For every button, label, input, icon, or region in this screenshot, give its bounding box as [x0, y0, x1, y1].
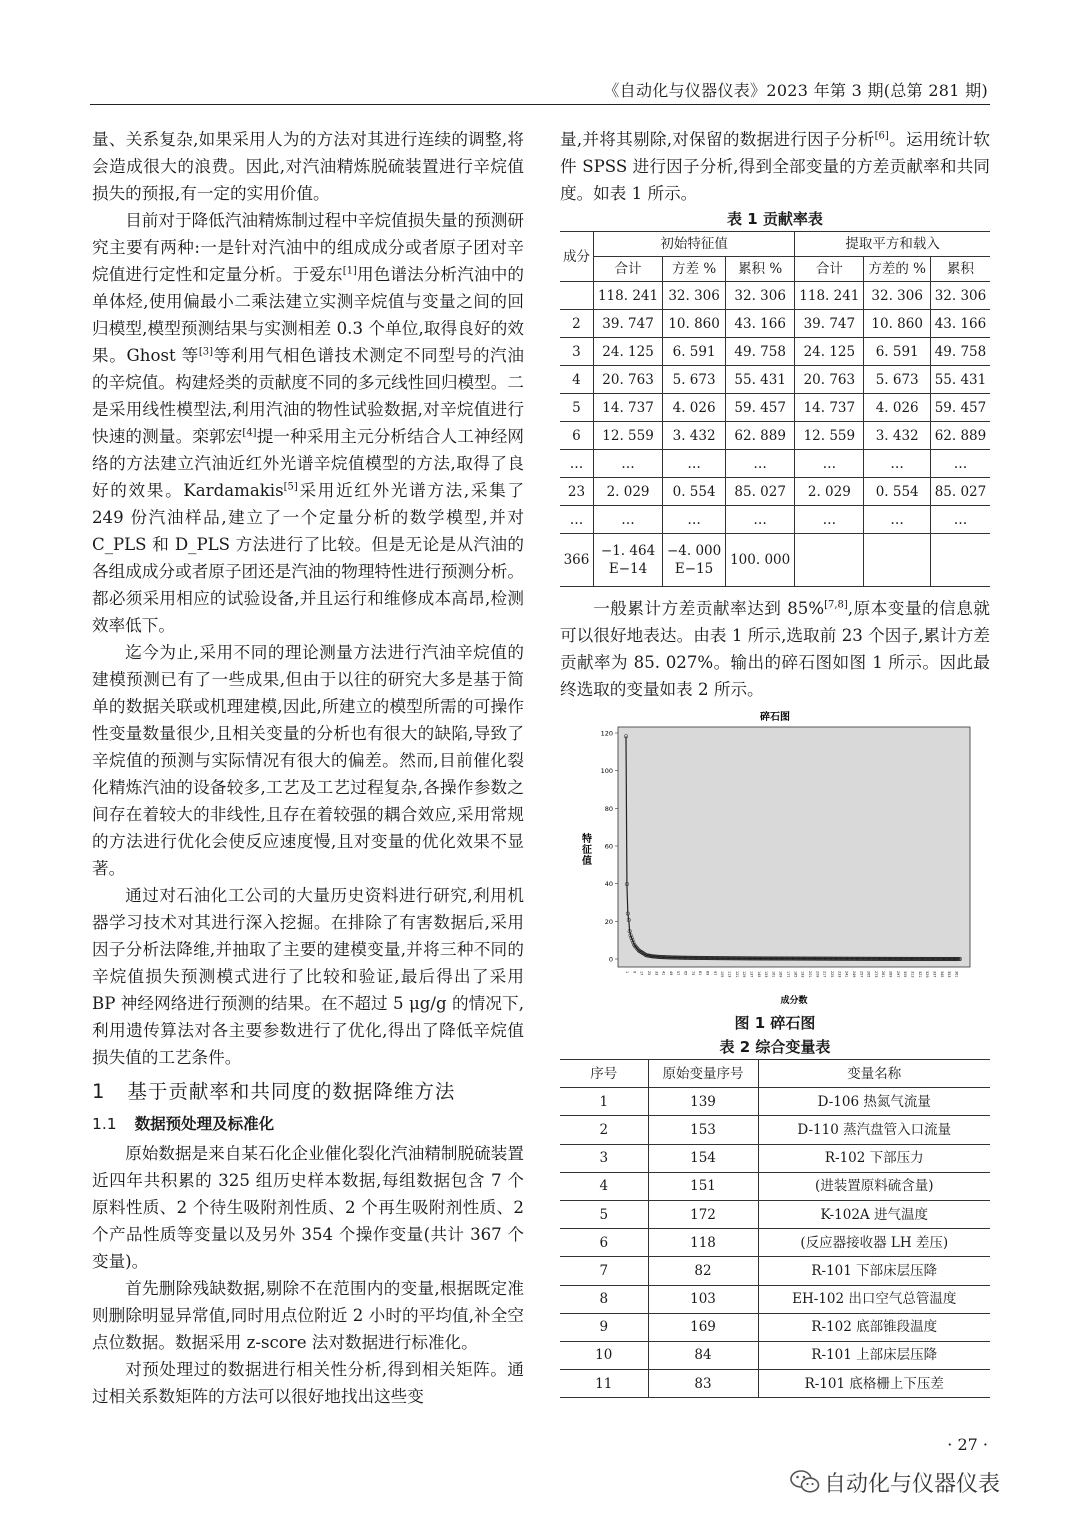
table-cell: 9 — [560, 1313, 648, 1341]
table-cell: 55. 431 — [726, 366, 795, 394]
table-row — [560, 338, 990, 366]
table-row — [560, 1200, 990, 1228]
table-row — [560, 1088, 990, 1116]
table-cell: 6. 591 — [864, 338, 931, 366]
table-cell: 2. 029 — [795, 478, 864, 506]
table-cell: 3. 432 — [663, 422, 726, 450]
figure1-caption: 图 1 碎石图 — [734, 1014, 816, 1032]
table-cell: 14. 737 — [593, 394, 662, 422]
table-cell: … — [560, 450, 593, 478]
y-axis-label: 特征值 — [582, 834, 592, 867]
table-cell: … — [930, 450, 990, 478]
x-tick-label: 161 — [771, 971, 776, 978]
table-cell: 2. 029 — [593, 478, 662, 506]
table-cell: 118 — [648, 1229, 758, 1257]
table-cell: 100. 000 — [726, 534, 795, 587]
table-cell: 2 — [560, 310, 593, 338]
header-component: 成分 — [560, 232, 593, 282]
table-row — [560, 1144, 990, 1172]
table-cell: 62. 889 — [930, 422, 990, 450]
x-tick-label: 233 — [837, 971, 842, 978]
citation: [1] — [342, 265, 357, 277]
table-cell: R-101 下部床层压降 — [758, 1257, 990, 1285]
table-cell — [560, 282, 593, 310]
paragraph: 一般累计方差贡献率达到 85%[7,8],原本变量的信息就可以很好地表达。由表 1 所示,选取前 23 个因子,累计方差贡献率为 85. 027%。输出的碎石图如图 1 所示。因此最终选取的变量如表 2 所示。 — [560, 599, 991, 699]
table-row — [560, 1341, 990, 1369]
table-cell: −4. 000 E−15 — [663, 534, 726, 587]
subheader: 累积 — [930, 257, 990, 282]
x-tick-label: 241 — [844, 971, 849, 978]
table-cell: 7 — [560, 1257, 648, 1285]
table-cell: 1 — [560, 1088, 648, 1116]
subheader: 累积 % — [726, 257, 795, 282]
x-tick-label: 113 — [727, 971, 732, 978]
paragraph: 量、关系复杂,如果采用人为的方法对其进行连续的调整,将会造成很大的浪费。因此,对汽油精炼脱硫装置进行辛烷值损失的预报,有一定的实用价值。 — [92, 130, 524, 203]
paragraph: 对预处理过的数据进行相关性分析,得到相关矩阵。通过相关系数矩阵的方法可以很好地找出这些变 — [92, 1360, 524, 1406]
table-cell: R-101 上部床层压降 — [758, 1341, 990, 1369]
table-cell: 49. 758 — [726, 338, 795, 366]
header-initial-eigenvalues: 初始特征值 — [593, 232, 794, 257]
wechat-watermark — [790, 1467, 1000, 1501]
table-cell: 85. 027 — [726, 478, 795, 506]
table-cell: 59. 457 — [930, 394, 990, 422]
table-cell: 139 — [648, 1088, 758, 1116]
table-cell: 59. 457 — [726, 394, 795, 422]
table-cell: 82 — [648, 1257, 758, 1285]
table-cell: … — [663, 506, 726, 534]
table-cell: … — [663, 450, 726, 478]
paragraph: 首先删除残缺数据,剔除不在范围内的变量,根据既定准则删除明显异常值,同时用点位附近 2 小时的平均值,补全空点位数据。数据采用 z-score 法对数据进行标准化。 — [92, 1279, 524, 1352]
x-tick-label: 9 — [632, 971, 637, 974]
table-cell: 43. 166 — [930, 310, 990, 338]
subheader: 方差 % — [663, 257, 726, 282]
citation: [5] — [283, 481, 298, 493]
table-cell — [795, 534, 864, 587]
table-cell: 103 — [648, 1285, 758, 1313]
x-tick-label: 129 — [742, 971, 747, 978]
subsection-heading: 1.1 数据预处理及标准化 — [92, 1115, 275, 1133]
subheader: 方差的 % — [864, 257, 931, 282]
x-tick-label: 313 — [910, 971, 915, 978]
table-cell: 2 — [560, 1116, 648, 1144]
table-cell: … — [795, 506, 864, 534]
x-tick-label: 305 — [903, 971, 908, 978]
x-tick-label: 345 — [939, 971, 944, 978]
citation: [7,8] — [824, 599, 848, 611]
subheader: 合计 — [795, 257, 864, 282]
table-cell: … — [726, 450, 795, 478]
table-cell: D-106 热氮气流量 — [758, 1088, 990, 1116]
chart-title: 碎石图 — [760, 712, 790, 723]
table-cell: 4. 026 — [864, 394, 931, 422]
x-tick-label: 25 — [646, 971, 651, 976]
y-tick-label: 0 — [608, 955, 613, 964]
y-tick-label: 120 — [600, 729, 613, 738]
table-row — [560, 1285, 990, 1313]
composite-variable-table — [560, 1059, 990, 1398]
y-tick-label: 60 — [604, 842, 613, 851]
table-cell: 118. 241 — [593, 282, 662, 310]
x-tick-label: 193 — [800, 971, 805, 978]
x-tick-label: 81 — [698, 971, 703, 976]
table-cell: 20. 763 — [593, 366, 662, 394]
table-cell: 10 — [560, 1341, 648, 1369]
table-cell: R-102 底部锥段温度 — [758, 1313, 990, 1341]
right-column — [560, 126, 990, 1398]
table-cell: 6 — [560, 1229, 648, 1257]
table-cell: 154 — [648, 1144, 758, 1172]
table-cell: 49. 758 — [930, 338, 990, 366]
table-row — [560, 534, 990, 587]
table-cell: 55. 431 — [930, 366, 990, 394]
x-tick-label: 17 — [639, 971, 644, 976]
table-row — [560, 478, 990, 506]
table-cell: 0. 554 — [864, 478, 931, 506]
x-tick-label: 329 — [925, 971, 930, 978]
page-number: · 27 · — [947, 1435, 988, 1454]
table-row — [560, 310, 990, 338]
table-cell: 85. 027 — [930, 478, 990, 506]
table-row — [560, 506, 990, 534]
table-cell: 4 — [560, 366, 593, 394]
table-cell: 172 — [648, 1200, 758, 1228]
x-tick-label: 361 — [954, 971, 959, 978]
table-cell: 3. 432 — [864, 422, 931, 450]
paragraph: 目前对于降低汽油精炼制过程中辛烷值损失量的预测研究主要有两种:一是针对汽油中的组成成分或者原子团对辛烷值进行定性和定量分析。于爱东[1]用色谱法分析汽油中的单体烃,使用偏最小二乘法建立实测辛烷值与变量之间的回归模型,模型预测结果与实测相差 0.3 个单位,取得良好的效果。Ghost 等[3]等利用气相色谱技术测定不同型号的汽油的辛烷值。构建烃类的贡献度不同的多元线性回归模型。二是采用线性模型法,利用汽油的物性试验数据,对辛烷值进行快速的测量。栾郭宏[4]提一种采用主元分析结合人工神经网络的方法建立汽油近红外光谱辛烷值模型的方法,取得了良好的效果。Kardamakis[5]采用近红外光谱方法,采集了 249 份汽油样品,建立了一个定量分析的数学模型,并对 C_PLS 和 D_PLS 方法进行了比较。但是无论是从汽油的各组成成分或者原子团还是汽油的物理特性进行预测分析。都必须采用相应的试验设备,并且运行和维修成本高昂,检测效率低下。 — [92, 211, 525, 635]
table-cell: 24. 125 — [593, 338, 662, 366]
x-tick-label: 249 — [851, 971, 856, 978]
scree-plot-svg — [560, 707, 990, 1007]
table-row — [560, 394, 990, 422]
table-cell: 4. 026 — [663, 394, 726, 422]
x-tick-label: 41 — [661, 971, 666, 976]
table1-caption: 表 1 贡献率表 — [727, 210, 823, 228]
x-tick-label: 297 — [895, 971, 900, 978]
contribution-table — [560, 231, 990, 587]
table-cell: … — [930, 506, 990, 534]
table-cell: … — [593, 450, 662, 478]
x-axis — [625, 971, 958, 977]
table-cell: 84 — [648, 1341, 758, 1369]
table-cell: 23 — [560, 478, 593, 506]
x-tick-label: 257 — [859, 971, 864, 978]
table-cell: 5. 673 — [864, 366, 931, 394]
plot-area — [618, 727, 970, 967]
table-cell: 20. 763 — [795, 366, 864, 394]
table-cell: 6. 591 — [663, 338, 726, 366]
table2-caption: 表 2 综合变量表 — [719, 1038, 831, 1056]
x-tick-label: 185 — [793, 971, 798, 978]
wechat-icon — [790, 1469, 820, 1501]
table-cell: K-102A 进气温度 — [758, 1200, 990, 1228]
table-cell: … — [726, 506, 795, 534]
table-cell: 43. 166 — [726, 310, 795, 338]
subheader: 合计 — [593, 257, 662, 282]
table-cell: 8 — [560, 1285, 648, 1313]
x-tick-label: 137 — [749, 971, 754, 978]
x-tick-label: 33 — [654, 971, 659, 976]
table-cell: 83 — [648, 1370, 758, 1398]
x-tick-label: 217 — [822, 971, 827, 978]
x-tick-label: 49 — [668, 971, 673, 976]
journal-header: 《自动化与仪器仪表》2023 年第 3 期(总第 281 期) — [603, 81, 988, 100]
x-tick-label: 209 — [815, 971, 820, 978]
header-extraction-loadings: 提取平方和载入 — [795, 232, 990, 257]
table-cell: 32. 306 — [726, 282, 795, 310]
x-tick-label: 201 — [808, 971, 813, 978]
table-cell: 3 — [560, 338, 593, 366]
table-cell: 39. 747 — [795, 310, 864, 338]
composite-variable-table-body — [560, 1088, 990, 1398]
x-tick-label: 121 — [734, 971, 739, 978]
table-row — [560, 1229, 990, 1257]
table-cell: 32. 306 — [864, 282, 931, 310]
paragraph: 通过对石油化工公司的大量历史资料进行研究,利用机器学习技术对其进行深入挖掘。在排除了有害数据后,采用因子分析法降维,并抽取了主要的建模变量,并将三种不同的辛烷值损失预测模式进行了比较和验证,最后得出了采用 BP 神经网络进行预测的结果。在不超过 5 μg/g 的情况下,利用遗传算法对各主要参数进行了优化,得出了降低辛烷值损失值的工艺条件。 — [92, 886, 524, 1067]
table-cell: 10. 860 — [663, 310, 726, 338]
table-cell: 24. 125 — [795, 338, 864, 366]
x-tick-label: 1 — [625, 971, 629, 974]
table-cell — [864, 534, 931, 587]
x-tick-label: 65 — [683, 971, 688, 976]
table-cell: 5 — [560, 394, 593, 422]
table-row — [560, 1313, 990, 1341]
x-tick-label: 321 — [917, 971, 922, 978]
citation: [6] — [874, 130, 889, 142]
table-cell: … — [864, 450, 931, 478]
table-cell: 153 — [648, 1116, 758, 1144]
table-cell: −1. 464 E−14 — [593, 534, 662, 587]
table-row — [560, 366, 990, 394]
table-cell: … — [593, 506, 662, 534]
table-row — [560, 422, 990, 450]
table-cell — [930, 534, 990, 587]
table-row — [560, 282, 990, 310]
table-cell: 12. 559 — [795, 422, 864, 450]
table-row — [560, 450, 990, 478]
table-cell: 0. 554 — [663, 478, 726, 506]
table-cell: … — [795, 450, 864, 478]
paragraph: 量,并将其剔除,对保留的数据进行因子分析[6]。运用统计软件 SPSS 进行因子分析,得到全部变量的方差贡献率和共同度。如表 1 所示。 — [560, 130, 990, 203]
x-tick-label: 281 — [881, 971, 886, 978]
x-axis-label: 成分数 — [780, 996, 808, 1006]
x-tick-label: 145 — [756, 971, 761, 978]
table-cell: … — [560, 506, 593, 534]
x-tick-label: 169 — [778, 971, 783, 978]
y-axis — [601, 730, 618, 964]
x-tick-label: 177 — [786, 971, 791, 978]
x-tick-label: 73 — [690, 971, 695, 976]
table-row — [560, 1172, 990, 1200]
scree-plot — [560, 707, 990, 1007]
table-cell: EH-102 出口空气总管温度 — [758, 1285, 990, 1313]
table-cell: 10. 860 — [864, 310, 931, 338]
header-original-index: 原始变量序号 — [648, 1060, 758, 1088]
x-tick-label: 337 — [932, 971, 937, 978]
table-cell: 62. 889 — [726, 422, 795, 450]
table-cell: 32. 306 — [663, 282, 726, 310]
table-row — [560, 1370, 990, 1398]
table-cell: 14. 737 — [795, 394, 864, 422]
table-cell: 118. 241 — [795, 282, 864, 310]
table-cell: 6 — [560, 422, 593, 450]
paragraph: 迄今为止,采用不同的理论测量方法进行汽油辛烷值的建模预测已有了一些成果,但由于以往的研究大多是基于简单的数据关联或机理建模,因此,所建立的模型所需的可操作性变量数量很少,且相关变量的分析也有很大的缺陷,导致了辛烷值的预测与实际情况有很大的偏差。然而,目前催化裂化精炼汽油的设备较多,工艺及工艺过程复杂,各操作参数之间存在着较大的非线性,且存在着较强的耦合效应,采用常规的方法进行优化会使反应速度慢,且对变量的优化效果不显著。 — [92, 643, 524, 878]
left-column — [92, 126, 524, 1410]
header-rule — [90, 104, 990, 105]
y-tick-label: 100 — [600, 767, 613, 776]
header-variable-name: 变量名称 — [758, 1060, 990, 1088]
section-heading: 1 基于贡献率和共同度的数据降维方法 — [92, 1080, 456, 1103]
x-tick-label: 89 — [705, 971, 710, 976]
table-cell: 5 — [560, 1200, 648, 1228]
table-cell: 169 — [648, 1313, 758, 1341]
x-tick-label: 225 — [829, 971, 834, 978]
table-cell: 3 — [560, 1144, 648, 1172]
table-cell: 11 — [560, 1370, 648, 1398]
table-row — [560, 1116, 990, 1144]
citation: [3] — [198, 346, 214, 358]
watermark-text: 自动化与仪器仪表 — [824, 1472, 1001, 1497]
x-tick-label: 105 — [720, 971, 725, 978]
table-cell: 366 — [560, 534, 593, 587]
table-cell: 32. 306 — [930, 282, 990, 310]
table-cell: 39. 747 — [593, 310, 662, 338]
x-tick-label: 289 — [888, 971, 893, 978]
y-tick-label: 80 — [604, 804, 613, 813]
y-tick-label: 20 — [604, 917, 613, 926]
header-index: 序号 — [560, 1060, 648, 1088]
table-cell: D-110 蒸汽盘管入口流量 — [758, 1116, 990, 1144]
x-tick-label: 97 — [712, 971, 717, 976]
table-cell: (进装置原料硫含量) — [758, 1172, 990, 1200]
paragraph: 原始数据是来自某石化企业催化裂化汽油精制脱硫装置近四年共积累的 325 组历史样本数据,每组数据包含 7 个原料性质、2 个待生吸附剂性质、2 个再生吸附剂性质、2 个产品性质等变量以及另外 354 个操作变量(共计 367 个变量)。 — [92, 1144, 524, 1271]
table-cell: 12. 559 — [593, 422, 662, 450]
table-cell: (反应器接收器 LH 差压) — [758, 1229, 990, 1257]
x-tick-label: 273 — [873, 971, 878, 978]
table-cell: R-102 下部压力 — [758, 1144, 990, 1172]
x-tick-label: 153 — [764, 971, 769, 978]
table-cell: 4 — [560, 1172, 648, 1200]
table-row — [560, 1257, 990, 1285]
table-cell: R-101 底格栅上下压差 — [758, 1370, 990, 1398]
table-cell: 151 — [648, 1172, 758, 1200]
citation: [4] — [242, 427, 257, 439]
x-tick-label: 265 — [866, 971, 871, 978]
table-cell: … — [864, 506, 931, 534]
contribution-table-body — [560, 282, 990, 534]
x-tick-label: 353 — [947, 971, 952, 978]
x-tick-label: 57 — [676, 971, 681, 976]
y-tick-label: 40 — [604, 880, 613, 889]
table-cell: 5. 673 — [663, 366, 726, 394]
